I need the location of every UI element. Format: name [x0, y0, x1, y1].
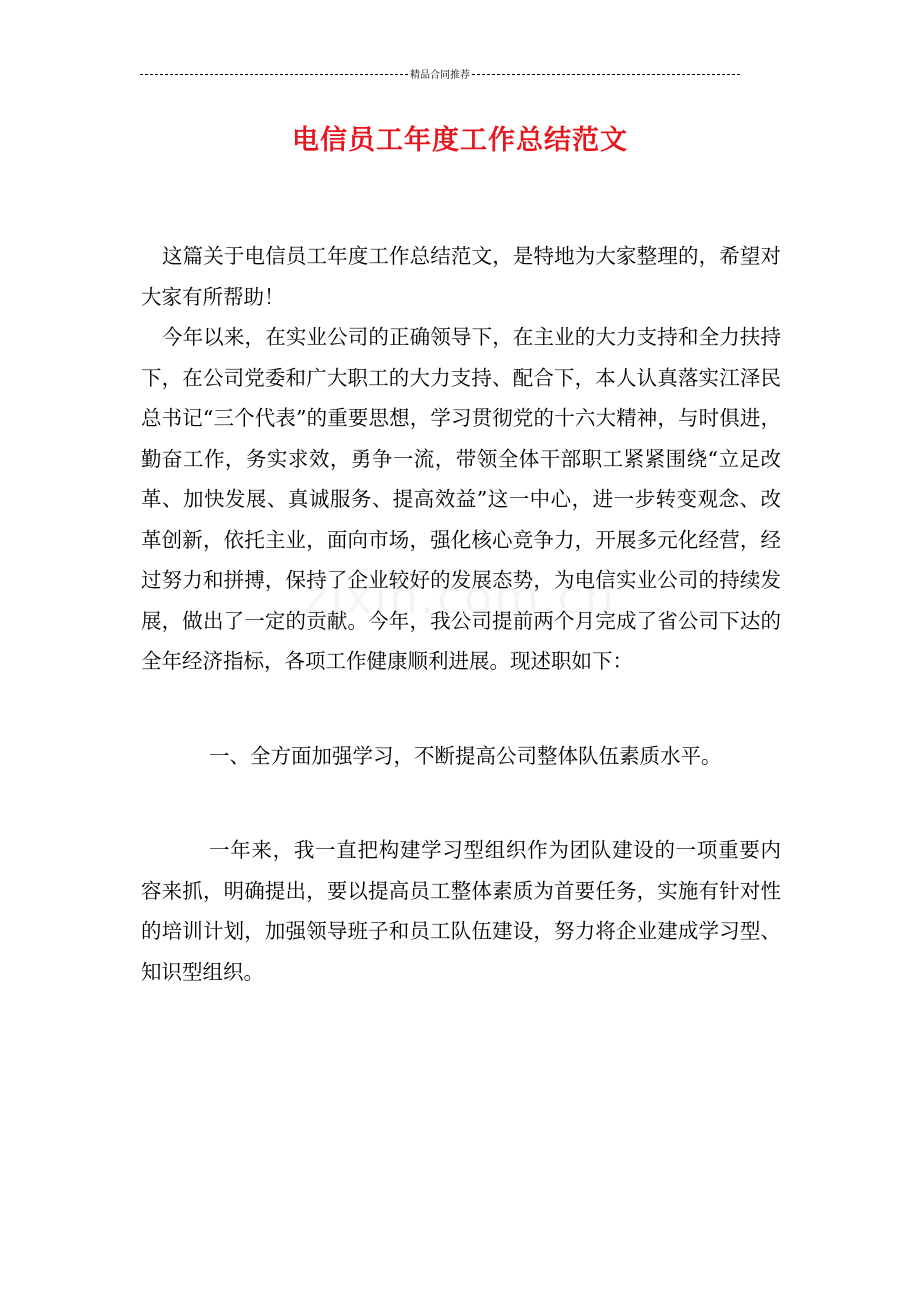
- spacer: [141, 776, 781, 830]
- section-body-paragraph: 一年来，我一直把构建学习型组织作为团队建设的一项重要内容来抓，明确提出，要以提高员工整体素质为首要任务，实施有针对性的培训计划，加强领导班子和员工队伍建设，努力将企业建成学习型、知识型组织。: [141, 838, 781, 984]
- header-dash-left: [140, 74, 408, 75]
- document-body: [141, 236, 781, 992]
- body-paragraph: 今年以来，在实业公司的正确领导下，在主业的大力支持和全力扶持下，在公司党委和广大职工的大力支持、配合下，本人认真落实江泽民总书记“三个代表”的重要思想，学习贯彻党的十六大精神，与时俱进，勤奋工作，务实求效，勇争一流，带领全体干部职工紧紧围绕“立足改革、加快发展、真诚服务、提高效益”这一中心，进一步转变观念、改革创新，依托主业，面向市场，强化核心竞争力，开展多元化经营，经过努力和拼搏，保持了企业较好的发展态势，为电信实业公司的持续发展，做出了一定的贡献。今年，我公司提前两个月完成了省公司下达的全年经济指标，各项工作健康顺利进展。现述职如下：: [141, 325, 781, 673]
- intro-paragraph: 这篇关于电信员工年度工作总结范文，是特地为大家整理的，希望对大家有所帮助！: [141, 244, 781, 309]
- header-dash-right: [472, 74, 740, 75]
- header-label: 精品合同推荐: [410, 70, 470, 81]
- section-heading: 一、全方面加强学习，不断提高公司整体队伍素质水平。: [209, 743, 722, 768]
- document-title: 电信员工年度工作总结范文: [292, 125, 628, 156]
- page-header: [140, 66, 740, 81]
- spacer: [141, 682, 781, 736]
